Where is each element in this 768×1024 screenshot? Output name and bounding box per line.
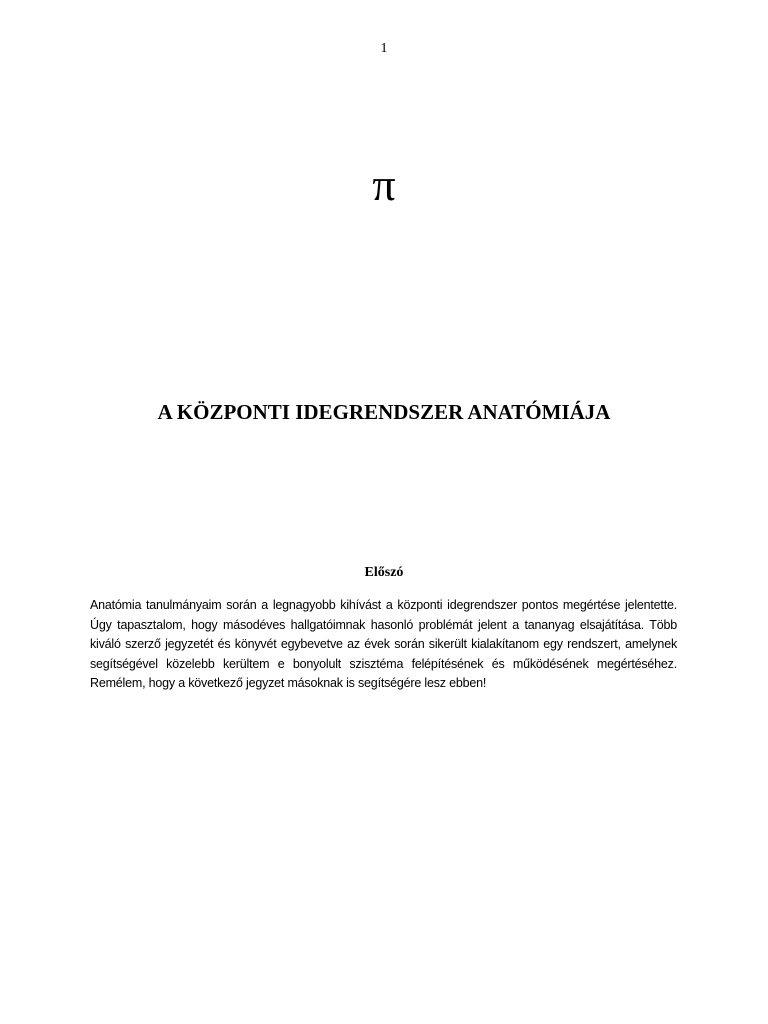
document-title: A KÖZPONTI IDEGRENDSZER ANATÓMIÁJA <box>157 400 611 424</box>
preface-paragraph: Anatómia tanulmányaim során a legnagyobb kihívást a központi idegrendszer pontos megértése jelentette. Úgy tapasztalom, hogy másodéves hallgatóimnak hasonló problémát jelent a tananyag elsajátítása. Több kiváló szerző jegyzetét és könyvét egybevetve az évek során sikerült kialakítanom egy rendszert, amelynek segítségével közelebb kerültem e bonyolult szisztéma felépítésének és működésének megértéséhez. Remélem, hogy a következő jegyzet másoknak is segítségére lesz ebben! <box>90 598 677 690</box>
pi-symbol: π <box>372 159 396 210</box>
preface-heading: Előszó <box>364 565 404 580</box>
page-number: 1 <box>380 41 388 56</box>
